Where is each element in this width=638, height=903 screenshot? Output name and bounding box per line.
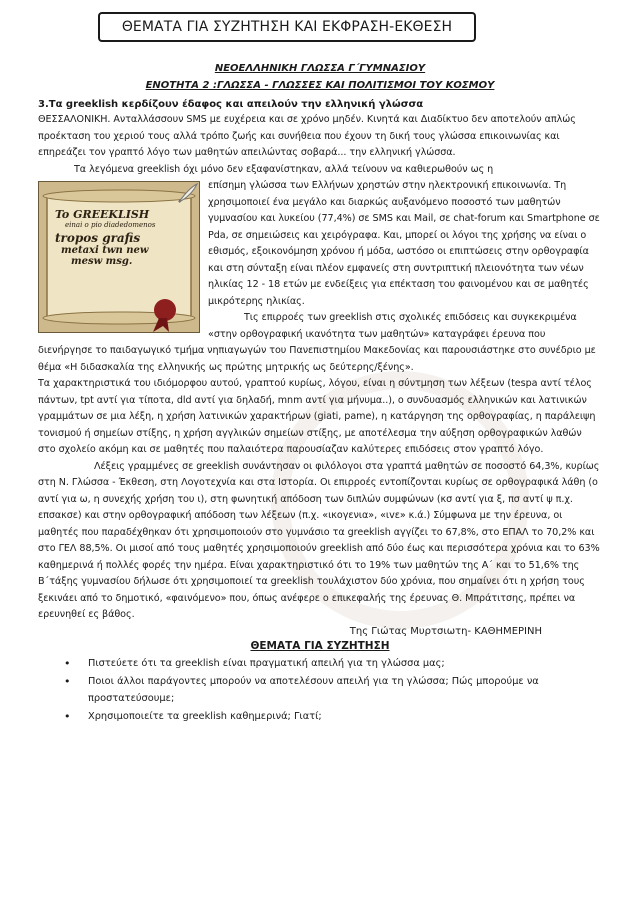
note-line-3: tropos grafis	[55, 231, 141, 245]
article-paragraph-4: Τα χαρακτηριστικά του ιδιόμορφου αυτού, γραπτού κυρίως, λόγου, είναι η σύντμηση των λέξεων (tespa αντί τέλος πάντων, tpt αντί για τίποτα, dld αντί για δηλαδή, mnm αντί για μήνυμα..), ο συνδυασμός ελληνικών και λατινικών γραμμάτων σε μια λέξη, η χρήση λατινικών χαρακτήρων (giati, pame), η κατάργηση της ορθογραφίας, η παράλειψη τονισμού ή σημείων στίξης, η χρήση αγγλικών σημείων στίξης, με αποτέλεσμα την αύξηση ορθογραφικών λαθών στο σχολείο ακόμη και σε μαθητές που παλαιότερα παρουσίαζαν καλύτερες επιδόσεις στον γραπτό λόγο.	[38, 378, 596, 455]
header-title-box	[98, 12, 476, 42]
list-item	[64, 674, 602, 707]
article-paragraph-5: Λέξεις γραμμένες σε greeklish συνάντησαν οι φιλόλογοι στα γραπτά μαθητών σε ποσοστό 64,3%, κυρίως στη Ν. Γλώσσα - Έκθεση, στη Λογοτεχνία και στα Ιστορία. Οι επιρροές εντοπίζονται κυρίως σε ορθογραφικά λάθη (ο αντί για ω, η συνεχής χρήση του ι), στη φωνητική απόδοση των διπλών συμφώνων (κσ αντί για ξ, πσ αντί ψ π.χ. επσακσε) και στην ορθογραφική απόδοση των λέξεων (π.χ. «ικογενια», «ιvε» κ.ά.) Σύμφωνα με την έρευνα, οι μαθητές που παραδέχθηκαν ότι χρησιμοποιούν στο γυμνάσιο τα greeklish αγγίζει το 67,8%, στο ΕΠΑΛ το 70,2% και στο ΓΕΛ 88,5%. Οι μισοί από τους μαθητές χρησιμοποιούν greeklish από δύο έως και περισσότερα χρόνια και το 63% καθημερινά ή πολλές φορές την ημέρα. Είναι χαρακτηριστικό ότι το 19% των μαθητών της Α΄ και το 51,6% της Β΄τάξης γυμνασίου δήλωσε ότι χρησιμοποιεί τα greeklish τουλάχιστον δύο χρόνια, που σημαίνει ότι η χρήση τους ξεκινάει από το δημοτικό, «φαινόμενο» που, όπως ανέφερε ο επικεφαλής της έρευνας Θ. Μπράτιτσης, πρέπει να ερευνηθεί ες βάθος.	[38, 460, 600, 620]
greeklish-note-image	[38, 181, 200, 333]
article-signature: Της Γιώτας Μυρτσιωτη- ΚΑΘΗΜΕΡΙΝΗ	[349, 625, 542, 637]
article-paragraph-2-intro: Τα λεγόμενα greeklish όχι μόνο δεν εξαφανίστηκαν, αλλά τείνουν να καθιερωθούν ως η	[74, 163, 494, 175]
article-paragraph-1: ΘΕΣΣΑΛΟΝΙΚΗ. Ανταλλάσσουν SMS με ευχέρεια και σε χρόνο μηδέν. Κινητά και Διαδίκτυο δεν αποτελούν απλώς προέκταση του χεριού τους αλλά τρόπο ζωής και συνήθεια που έχουν τη δική τους γλώσσα επικοινωνίας και επηρεάζει τον γραπτό λόγο των μαθητών απειλώντας σοβαρά... την ελληνική γλώσσα.	[38, 114, 576, 158]
question-text: Χρησιμοποιείτε τα greeklish καθημερινά; Γιατί;	[88, 711, 322, 722]
question-text: Ποιοι άλλοι παράγοντες μπορούν να αποτελέσουν απειλή για τη γλώσσα; Πώς μπορούμε να προστατεύσουμε;	[88, 676, 539, 704]
course-heading: ΝΕΟΕΛΛΗΝΙΚΗ ΓΛΩΣΣΑ Γ΄ΓΥΜΝΑΣΙΟΥ	[214, 63, 426, 74]
article-title: 3.Τα greeklish κερδίζουν έδαφος και απειλούν την ελληνική γλώσσα	[38, 99, 424, 110]
bullet-icon: •	[64, 656, 71, 670]
note-line-1: To GREEKLISH	[55, 208, 150, 221]
list-item	[64, 656, 602, 673]
themes-title: ΘΕΜΑΤΑ ΓΙΑ ΣΥΖΗΤΗΣΗ	[250, 639, 390, 652]
list-item	[64, 709, 602, 726]
unit-heading: ΕΝΟΤΗΤΑ 2 :ΓΛΩΣΣΑ - ΓΛΩΣΣΕΣ ΚΑΙ ΠΟΛΙΤΙΣΜΟΙ ΤΟΥ ΚΟΣΜΟΥ	[145, 80, 495, 91]
discussion-questions	[38, 656, 602, 726]
article-paragraph-2: επίσημη γλώσσα των Ελλήνων χρηστών στην ηλεκτρονική επικοινωνία. Τη χρησιμοποιεί ένα μεγάλο και διαρκώς αυξανόμενο ποσοστό των μαθητών γυμνασίου και λυκείου (77,4%) σε SMS και Mail, σε chat-forum και Smartphone σε Pda, σε σημειώσεις και χειρόγραφα. Και, μπορεί οι λόγοι της χρήσης να είναι ο εθισμός, εξοικονόμηση χρόνου ή μόδα, ωστόσο οι επιπτώσεις στην ορθογραφία και στη σύνταξη είναι πλέον εμφανείς στη συντριπτική πλειονότητα των νέων ηλικίας 12 - 18 ετών με ενδείξεις για επέκταση του φαινομένου και σε μαθητές μικρότερης ηλικίας.	[208, 180, 600, 307]
header-title: ΘΕΜΑΤΑ ΓΙΑ ΣΥΖΗΤΗΣΗ ΚΑΙ ΕΚΦΡΑΣΗ-ΕΚΘΕΣΗ	[121, 19, 453, 35]
question-text: Πιστεύετε ότι τα greeklish είναι πραγματική απειλή για τη γλώσσα μας;	[88, 657, 445, 669]
bullet-icon: •	[64, 675, 71, 688]
note-line-4: metaxi twn new	[61, 245, 149, 256]
wax-seal	[154, 299, 176, 321]
note-line-5: mesw msg.	[71, 256, 133, 267]
note-line-2: einai o pio diadedomenos	[65, 221, 156, 229]
article-paragraph-3: Τις επιρροές των greeklish στις σχολικές επιδόσεις και συγκεκριμένα «στην ορθογραφική ικανότητα των μαθητών» καταγράφει έρευνα που διενήργησε το παιδαγωγικό τμήμα νηπιαγωγών του Πανεπιστημίου Μακεδονίας και παρουσιάστηκε στο συνέδριο με θέμα «Η διδασκαλία της ελληνικής ως πρώτης μητρικής ως δεύτερης/ξένης».	[38, 312, 596, 373]
document-page	[38, 62, 602, 728]
bullet-icon: •	[64, 710, 71, 723]
